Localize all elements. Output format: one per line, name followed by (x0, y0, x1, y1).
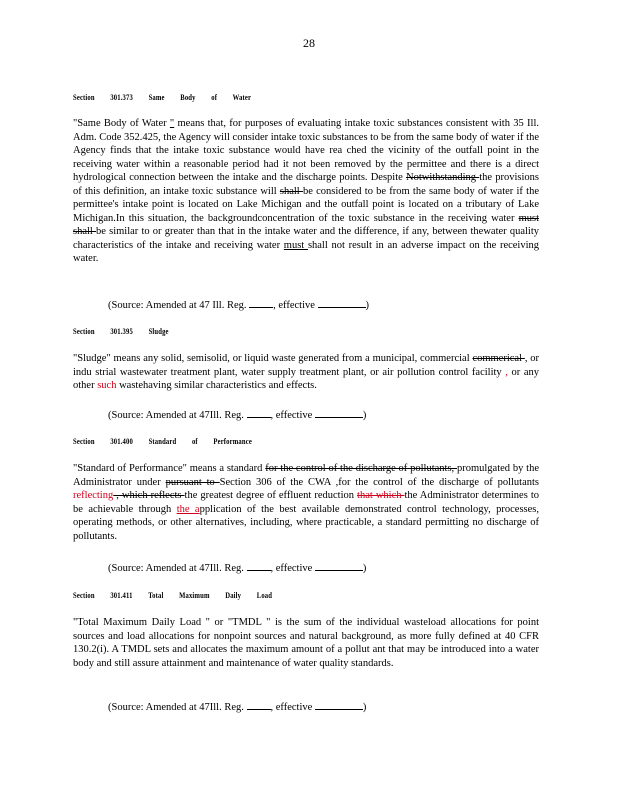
heading-word: Maximum (179, 590, 210, 600)
heading-word: Same (148, 92, 165, 102)
text-segment: pplication of the best available demonstrated control technology, processes, operating methods, or other alternatives, including, where practicable, a standard permitting no discharge of pollutants. (73, 503, 539, 542)
heading-word: Section (73, 326, 95, 336)
text-segment: "Standard of Performance" means a standard (73, 463, 266, 474)
text-segment: be similar to or greater than that in the intake water and the difference, if any, between thewater quality characteristics of the intake and receiving water (73, 226, 539, 251)
heading-word: Sludge (148, 326, 169, 336)
text-segment: the a (176, 503, 200, 515)
heading-word: Performance (213, 436, 252, 446)
blank-line (315, 699, 363, 710)
text-segment: promulgated by the Administrator under (73, 463, 539, 488)
blank-line (247, 407, 271, 418)
section-heading (73, 590, 288, 600)
text-segment: that which (357, 490, 405, 501)
text-segment: pursuant to (165, 476, 220, 488)
text-segment: for the control of the discharge of pollutants, (265, 463, 457, 474)
heading-word: Section (73, 436, 95, 446)
blank-line (318, 297, 366, 308)
blank-line (247, 560, 271, 571)
section-body (73, 117, 539, 266)
heading-word: 301.373 (110, 92, 133, 102)
text-segment: "Sludge" means any solid, semisolid, or liquid waste generated from a municipal, commercial (73, 353, 473, 364)
source-note (108, 297, 369, 311)
text-segment: reflecting (73, 490, 114, 501)
heading-word: Section (73, 590, 95, 600)
source-note (108, 560, 366, 574)
source-text: ) (362, 410, 367, 421)
source-text: , effective (270, 563, 313, 574)
heading-word: Body (180, 92, 196, 102)
text-segment: the greatest degree of effluent reduction (184, 490, 358, 501)
text-segment: such (97, 380, 117, 391)
text-segment: "Same Body of Water (73, 118, 170, 129)
text-segment: , which reflects (113, 490, 185, 501)
source-text: (Source: Amended at 47Ill. Reg. (108, 563, 244, 574)
text-segment: Section 306 of the CWA ,for the control of the discharge of pollutants (219, 476, 539, 488)
source-text: , effective (270, 702, 313, 713)
blank-line (315, 560, 363, 571)
heading-word: 301.400 (110, 436, 133, 446)
section-body (73, 616, 539, 670)
source-text: ) (365, 300, 370, 311)
heading-word: Standard (148, 436, 177, 446)
text-segment: be considered to be from the same body of water if the permittee's intake point is located on Lake Michigan and the outfall point is located on a tributary of Lake Michigan.In this situation, the backgroundconcentration of the toxic substance in the receiving water (73, 185, 539, 224)
section-body (73, 352, 539, 393)
text-segment: the Administrator determines to be achievable through (73, 490, 539, 515)
source-text: ) (362, 563, 367, 574)
source-text: , effective (273, 300, 315, 311)
text-segment: must shall (73, 212, 539, 237)
text-segment: " (169, 118, 175, 129)
source-text: ) (362, 702, 367, 713)
section-heading (73, 326, 184, 336)
text-segment: "Total Maximum Daily Load " or "TMDL " is the sum of the individual wasteload allocations for point sources and load allocations for nonpoint sources and natural background, as more fully defined at 40 CFR 130.2(i). A TMDL sets and allocates the maximum amount of a pollut ant that may be introduced into a water body and still assure attainment and maintenance of water quality standards. (73, 617, 539, 669)
section-heading (73, 436, 268, 446)
blank-line (249, 297, 273, 308)
heading-word: 301.395 (110, 326, 133, 336)
text-segment: , (505, 366, 508, 378)
text-segment: the provisions of this definition, an intake toxic substance will (73, 172, 540, 197)
text-segment: wastehaving similar characteristics and effects. (116, 380, 317, 391)
text-segment: commerical (472, 353, 525, 364)
page-number: 28 (303, 36, 315, 50)
text-segment: shall (279, 185, 303, 197)
text-segment: Notwithstanding (406, 172, 480, 183)
source-text: (Source: Amended at 47Ill. Reg. (108, 410, 244, 421)
text-segment: must (283, 239, 308, 251)
source-text: (Source: Amended at 47 Ill. Reg. (108, 300, 247, 311)
heading-word: of (211, 92, 218, 102)
heading-word: Load (256, 590, 273, 600)
source-note (108, 699, 366, 713)
heading-word: Total (148, 590, 164, 600)
section-heading (73, 92, 267, 102)
heading-word: Water (232, 92, 252, 102)
heading-word: of (191, 436, 198, 446)
source-text: , effective (270, 410, 313, 421)
section-body (73, 462, 539, 543)
blank-line (247, 699, 271, 710)
text-segment: or any other (73, 366, 539, 391)
text-segment: shall not result in an adverse impact on the receiving water. (73, 239, 540, 264)
heading-word: Daily (225, 590, 242, 600)
source-note (108, 407, 366, 421)
heading-word: 301.411 (110, 590, 133, 600)
heading-word: Section (73, 92, 95, 102)
blank-line (315, 407, 363, 418)
text-segment: , or indu strial wastewater treatment plant, water supply treatment plant, or air pollution control facility (73, 353, 539, 378)
text-segment: means that, for purposes of evaluating intake toxic substances consistent with 35 Ill. Adm. Code 352.425, the Agency will consider intake toxic substances to be from the same body of water if the Agency finds that the intake toxic substance would have rea ched the vicinity of the outfall point in the receiving water within a reasonable period had it not been removed by the permittee and there is a direct hydrological connection between the intake and the discharge points. Despite (73, 118, 539, 183)
source-text: (Source: Amended at 47Ill. Reg. (108, 702, 244, 713)
